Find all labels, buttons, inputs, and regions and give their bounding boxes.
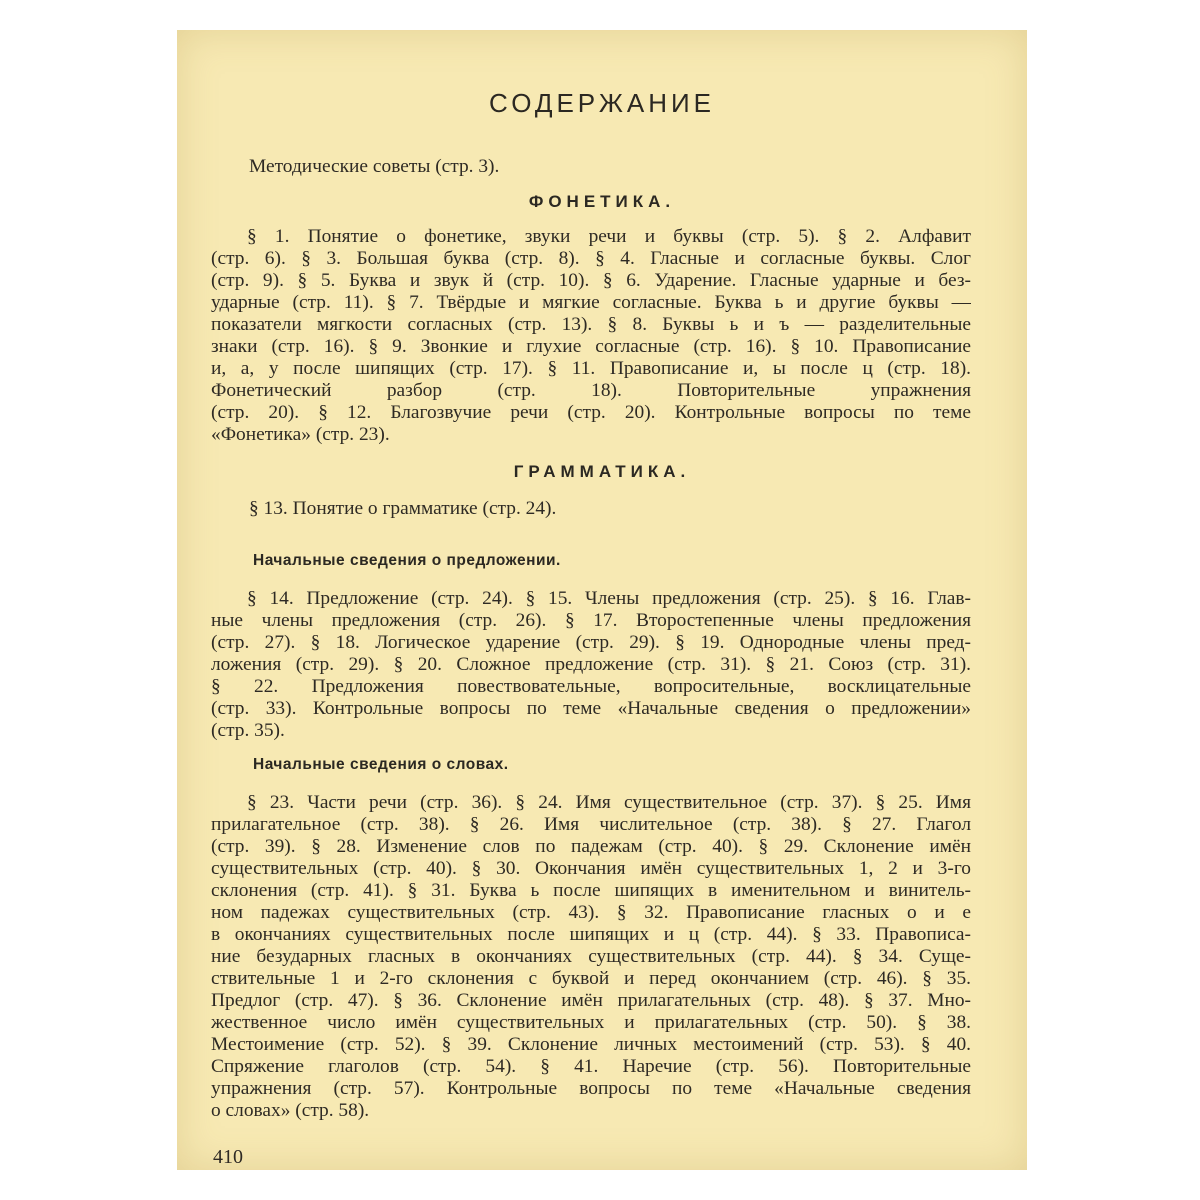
words-line: Местоимение (стр. 52). § 39. Склонение личных местоимений (стр. 53). § 40.	[211, 1034, 971, 1055]
words-line: Предлог (стр. 47). § 36. Склонение имён прилагательных (стр. 48). § 37. Мно-	[211, 990, 971, 1011]
sentences-line: § 22. Предложения повествовательные, вопросительные, восклицательные	[211, 676, 971, 697]
sentences-line: (стр. 35).	[211, 720, 285, 741]
phonetics-line: показатели мягкости согласных (стр. 13). § 8. Буквы ь и ъ — разделительные	[211, 314, 971, 335]
words-line: в окончаниях существительных после шипящих и ц (стр. 44). § 33. Правописа-	[211, 924, 971, 945]
words-line: существительных (стр. 40). § 30. Окончания имён существительных 1, 2 и 3-го	[211, 858, 971, 879]
book-page	[177, 30, 1027, 1170]
sentences-line: ные члены предложения (стр. 26). § 17. Второстепенные члены предложения	[211, 610, 971, 631]
phonetics-line: (стр. 20). § 12. Благозвучие речи (стр. 20). Контрольные вопросы по теме	[211, 402, 971, 423]
words-line: Спряжение глаголов (стр. 54). § 41. Наречие (стр. 56). Повторительные	[211, 1056, 971, 1077]
words-line: § 23. Части речи (стр. 36). § 24. Имя существительное (стр. 37). § 25. Имя	[247, 792, 971, 813]
words-line: жественное число имён существительных и прилагательных (стр. 50). § 38.	[211, 1012, 971, 1033]
phonetics-line: § 1. Понятие о фонетике, звуки речи и буквы (стр. 5). § 2. Алфавит	[247, 226, 971, 247]
phonetics-line: (стр. 6). § 3. Большая буква (стр. 8). § 4. Гласные и согласные буквы. Слог	[211, 248, 971, 269]
sentences-line: (стр. 27). § 18. Логическое ударение (стр. 29). § 19. Однородные члены пред-	[211, 632, 971, 653]
sentences-line: ложения (стр. 29). § 20. Сложное предложение (стр. 31). § 21. Союз (стр. 31).	[211, 654, 971, 675]
words-heading: Начальные сведения о словах.	[253, 756, 509, 773]
grammar-heading: ГРАММАТИКА.	[513, 462, 691, 481]
words-line: ние безударных гласных в окончаниях существительных (стр. 44). § 34. Суще-	[211, 946, 971, 967]
sentences-line: § 14. Предложение (стр. 24). § 15. Члены предложения (стр. 25). § 16. Глав-	[247, 588, 971, 609]
phonetics-line: и, а, у после шипящих (стр. 17). § 11. Правописание и, ы после ц (стр. 18).	[211, 358, 971, 379]
words-line: ном падежах существительных (стр. 43). § 32. Правописание гласных о и е	[211, 902, 971, 923]
words-line: склонения (стр. 41). § 31. Буква ь после шипящих в именительном и винитель-	[211, 880, 971, 901]
words-line: (стр. 39). § 28. Изменение слов по падежам (стр. 40). § 29. Склонение имён	[211, 836, 971, 857]
intro-line: Методические советы (стр. 3).	[249, 156, 500, 177]
words-line: упражнения (стр. 57). Контрольные вопросы по теме «Начальные сведения	[211, 1078, 971, 1099]
sentences-heading: Начальные сведения о предложении.	[253, 552, 561, 569]
phonetics-line: (стр. 9). § 5. Буква и звук й (стр. 10). § 6. Ударение. Гласные ударные и без-	[211, 270, 971, 291]
phonetics-line: Фонетический разбор (стр. 18). Повторительные упражнения	[211, 380, 971, 401]
page-title: СОДЕРЖАНИЕ	[488, 88, 715, 118]
page-number: 410	[213, 1146, 243, 1168]
sentences-line: (стр. 33). Контрольные вопросы по теме «Начальные сведения о предложении»	[211, 698, 971, 719]
phonetics-heading: ФОНЕТИКА.	[528, 192, 676, 211]
words-line: ствительные 1 и 2-го склонения с буквой и перед окончанием (стр. 46). § 35.	[211, 968, 971, 989]
phonetics-line: ударные (стр. 11). § 7. Твёрдые и мягкие согласные. Буква ь и другие буквы —	[211, 292, 971, 313]
words-line: прилагательное (стр. 38). § 26. Имя числительное (стр. 38). § 27. Глагол	[211, 814, 971, 835]
phonetics-line: знаки (стр. 16). § 9. Звонкие и глухие согласные (стр. 16). § 10. Правописание	[211, 336, 971, 357]
grammar-intro: § 13. Понятие о грамматике (стр. 24).	[249, 498, 557, 519]
words-line: о словах» (стр. 58).	[211, 1100, 370, 1121]
phonetics-line: «Фонетика» (стр. 23).	[211, 424, 390, 445]
